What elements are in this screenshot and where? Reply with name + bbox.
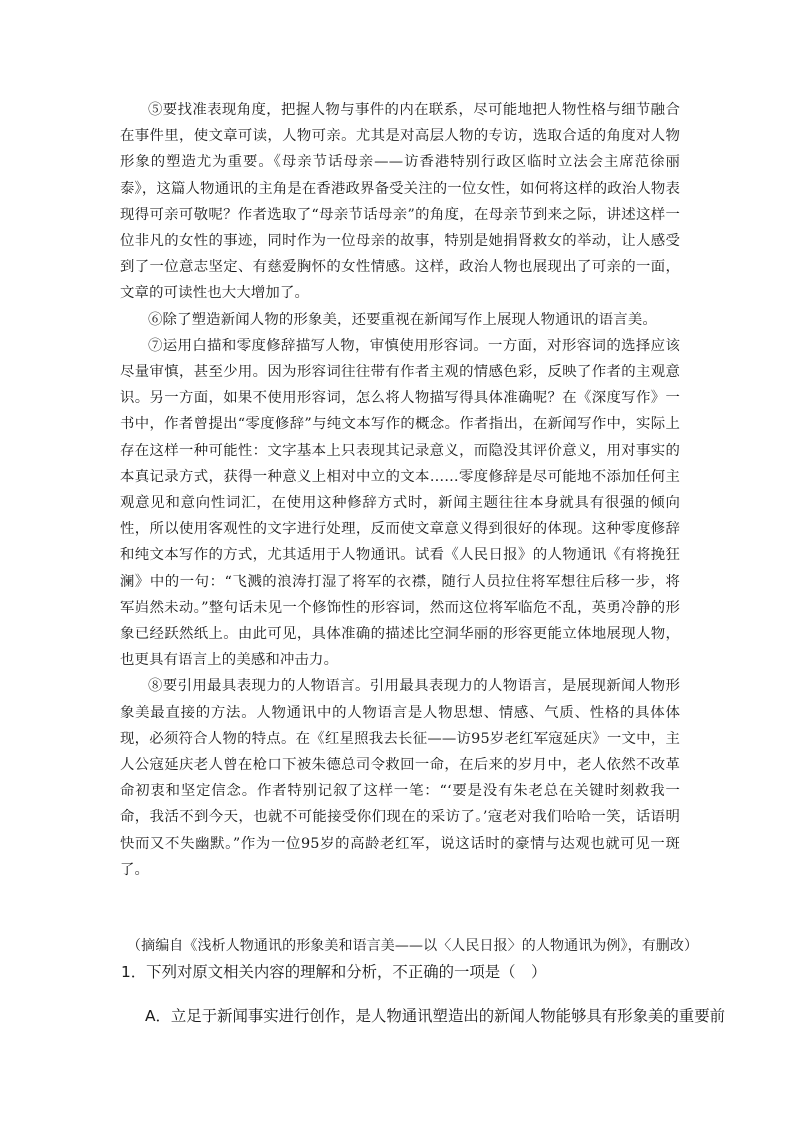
source-citation: （摘编自《浅析人物通讯的形象美和语言美——以〈人民日报〉的人物通讯为例》，有删改） [127,938,699,954]
paragraph-5: ⑤要找准表现角度，把握人物与事件的内在联系，尽可能地把人物性格与细节融合在事件里，使文章可读，人物可亲。尤其是对高层人物的专访，选取合适的角度对人物形象的塑造尤为重要。《母亲节话母亲——访香港特别行政区临时立法会主席范徐丽泰》，这篇人物通讯的主角是在香港政界备受关注的一位女性，如何将这样的政治人物表现得可亲可敬呢？作者选取了“母亲节话母亲”的角度，在母亲节到来之际，讲述这样一位非凡的女性的事迹，同时作为一位母亲的故事，特别是她捐肾救女的举动，让人感受到了一位意志坚定、有慈爱胸怀的女性情感。这样，政治人物也展现出了可亲的一面，文章的可读性也大大增加了。 [120,102,680,302]
question-option-a: A．立足于新闻事实进行创作，是人物通讯塑造出的新闻人物能够具有形象美的重要前 [145,1007,725,1025]
paragraph-8: ⑧要引用最具表现力的人物语言。引用最具表现力的人物语言，是展现新闻人物形象美最直接的方法。人物通讯中的人物语言是人物思想、情感、气质、性格的具体体现，必须符合人物的特点。在《红星照我去长征——访95岁老红军寇延庆》一文中，主人公寇延庆老人曾在枪口下被朱德总司令救回一命，在后来的岁月中，老人依然不改革命初衷和坚定信念。作者特别记叙了这样一笔：“‘要是没有朱老总在关键时刻救我一命，我活不到今天，也就不可能接受你们现在的采访了。’寇老对我们哈哈一笑，话语明快而又不失幽默。”作为一位95岁的高龄老红军，说这话时的豪情与达观也就可见一斑了。 [120,678,680,878]
paragraph-7: ⑦运用白描和零度修辞描写人物，审慎使用形容词。一方面，对形容词的选择应该尽量审慎，甚至少用。因为形容词往往带有作者主观的情感色彩，反映了作者的主观意识。另一方面，如果不使用形容词，怎么将人物描写得具体准确呢？在《深度写作》一书中，作者曾提出“零度修辞”与纯文本写作的概念。作者指出，在新闻写作中，实际上存在这样一种可能性：文字基本上只表现其记录意义，而隐没其评价意义，用对事实的本真记录方式，获得一种意义上相对中立的文本……零度修辞是尽可能地不添加任何主观意见和意向性词汇，在使用这种修辞方式时，新闻主题往往本身就具有很强的倾向性，所以使用客观性的文字进行处理，反而使文章意义得到很好的体现。这种零度修辞和纯文本写作的方式，尤其适用于人物通讯。试看《人民日报》的人物通讯《有将挽狂澜》中的一句：“飞溅的浪涛打湿了将军的衣襟，随行人员拉住将军想往后移一步，将军岿然未动。”整句话未见一个修饰性的形容词，然而这位将军临危不乱，英勇冷静的形象已经跃然纸上。由此可见，具体准确的描述比空洞华丽的形容更能立体地展现人物，也更具有语言上的美感和冲击力。 [120,337,680,669]
article-body [120,97,680,883]
question-stem: 1．下列对原文相关内容的理解和分析，不正确的一项是（ ） [121,963,547,981]
paragraph-6: ⑥除了塑造新闻人物的形象美，还要重视在新闻写作上展现人物通讯的语言美。 [148,311,657,328]
